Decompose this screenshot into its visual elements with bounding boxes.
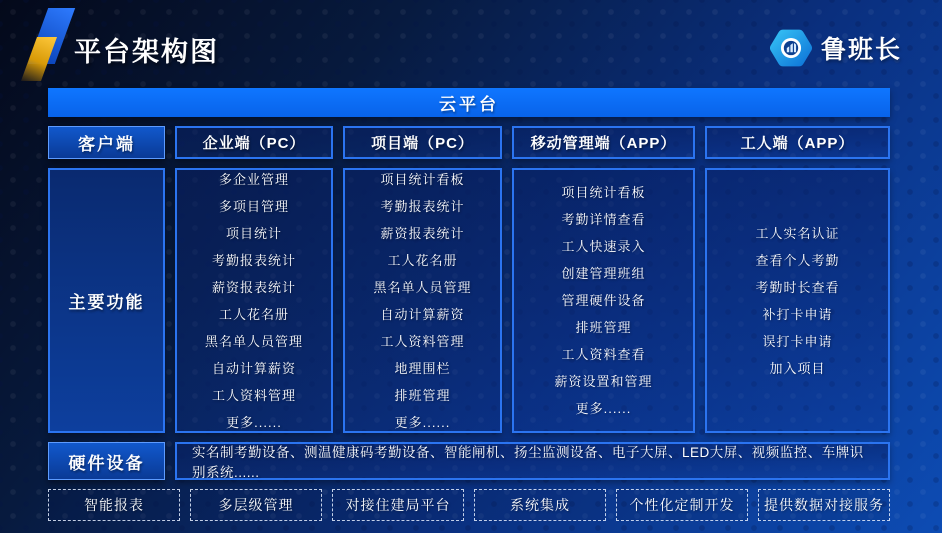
page-header bbox=[0, 0, 942, 85]
hardware-devices-text: 实名制考勤设备、测温健康码考勤设备、智能闸机、扬尘监测设备、电子大屏、LED大屏、视频监控、车牌识别系统...... bbox=[192, 445, 864, 480]
hardware-devices-box bbox=[175, 442, 890, 480]
brand-name: 鲁班长 bbox=[820, 36, 902, 64]
feature-item: 考勤报表统计 bbox=[380, 198, 465, 214]
feature-item: 薪资报表统计 bbox=[380, 225, 465, 241]
feature-item: 更多...... bbox=[394, 414, 451, 430]
feature-item: 加入项目 bbox=[769, 360, 826, 376]
feature-item: 地理围栏 bbox=[394, 360, 451, 376]
feature-item: 黑名单人员管理 bbox=[373, 279, 472, 295]
feature-item: 薪资设置和管理 bbox=[554, 374, 653, 389]
brand-stripes-icon bbox=[22, 5, 74, 80]
feature-item: 考勤详情查看 bbox=[561, 212, 646, 227]
capability-badge: 智能报表 bbox=[48, 489, 180, 521]
feature-list-worker-app bbox=[705, 168, 890, 433]
architecture-board bbox=[48, 88, 890, 521]
main-features-label: 主要功能 bbox=[48, 168, 165, 433]
feature-item: 误打卡申请 bbox=[762, 333, 833, 349]
capability-badge: 对接住建局平台 bbox=[332, 489, 464, 521]
feature-item: 项目统计 bbox=[225, 225, 282, 241]
feature-item: 工人花名册 bbox=[218, 306, 289, 322]
feature-item: 创建管理班组 bbox=[561, 266, 646, 281]
feature-item: 黑名单人员管理 bbox=[204, 333, 303, 349]
feature-item: 补打卡申请 bbox=[762, 306, 833, 322]
capability-badge: 多层级管理 bbox=[190, 489, 322, 521]
feature-list-project-pc bbox=[343, 168, 502, 433]
client-column-worker-app: 工人端（APP） bbox=[705, 126, 890, 159]
feature-item: 管理硬件设备 bbox=[561, 293, 646, 308]
feature-item: 查看个人考勤 bbox=[755, 252, 840, 268]
capability-badges-row bbox=[48, 489, 890, 521]
feature-item: 工人花名册 bbox=[387, 252, 458, 268]
cloud-platform-bar: 云平台 bbox=[48, 88, 890, 117]
feature-item: 更多...... bbox=[575, 401, 632, 416]
capability-badge: 系统集成 bbox=[474, 489, 606, 521]
feature-item: 工人资料管理 bbox=[211, 387, 296, 403]
feature-item: 项目统计看板 bbox=[561, 185, 646, 200]
feature-item: 自动计算薪资 bbox=[211, 360, 296, 376]
hardware-row-label: 硬件设备 bbox=[48, 442, 165, 480]
feature-item: 工人快速录入 bbox=[561, 239, 646, 254]
feature-item: 更多...... bbox=[226, 414, 282, 430]
client-column-mobile-mgmt-app: 移动管理端（APP） bbox=[512, 126, 695, 159]
feature-item: 工人实名认证 bbox=[755, 225, 840, 241]
brand-logo bbox=[770, 27, 902, 69]
page-title: 平台架构图 bbox=[74, 37, 219, 67]
feature-item: 考勤时长查看 bbox=[755, 279, 840, 295]
feature-list-mobile-mgmt-app bbox=[512, 168, 695, 433]
client-column-enterprise-pc: 企业端（PC） bbox=[175, 126, 333, 159]
capability-badge: 个性化定制开发 bbox=[616, 489, 748, 521]
feature-list-enterprise-pc bbox=[175, 168, 333, 433]
capability-badge: 提供数据对接服务 bbox=[758, 489, 890, 521]
feature-item: 多项目管理 bbox=[218, 198, 289, 214]
feature-item: 排班管理 bbox=[394, 387, 451, 403]
feature-item: 考勤报表统计 bbox=[211, 252, 296, 268]
client-row-label: 客户端 bbox=[48, 126, 165, 159]
feature-item: 自动计算薪资 bbox=[380, 306, 465, 322]
feature-item: 项目统计看板 bbox=[380, 171, 465, 187]
feature-item: 多企业管理 bbox=[218, 171, 289, 187]
client-column-project-pc: 项目端（PC） bbox=[343, 126, 502, 159]
feature-item: 排班管理 bbox=[575, 320, 632, 335]
feature-item: 工人资料管理 bbox=[380, 333, 465, 349]
feature-item: 工人资料查看 bbox=[561, 347, 646, 362]
feature-item: 薪资报表统计 bbox=[211, 279, 296, 295]
luban-hexagon-icon bbox=[770, 27, 812, 69]
